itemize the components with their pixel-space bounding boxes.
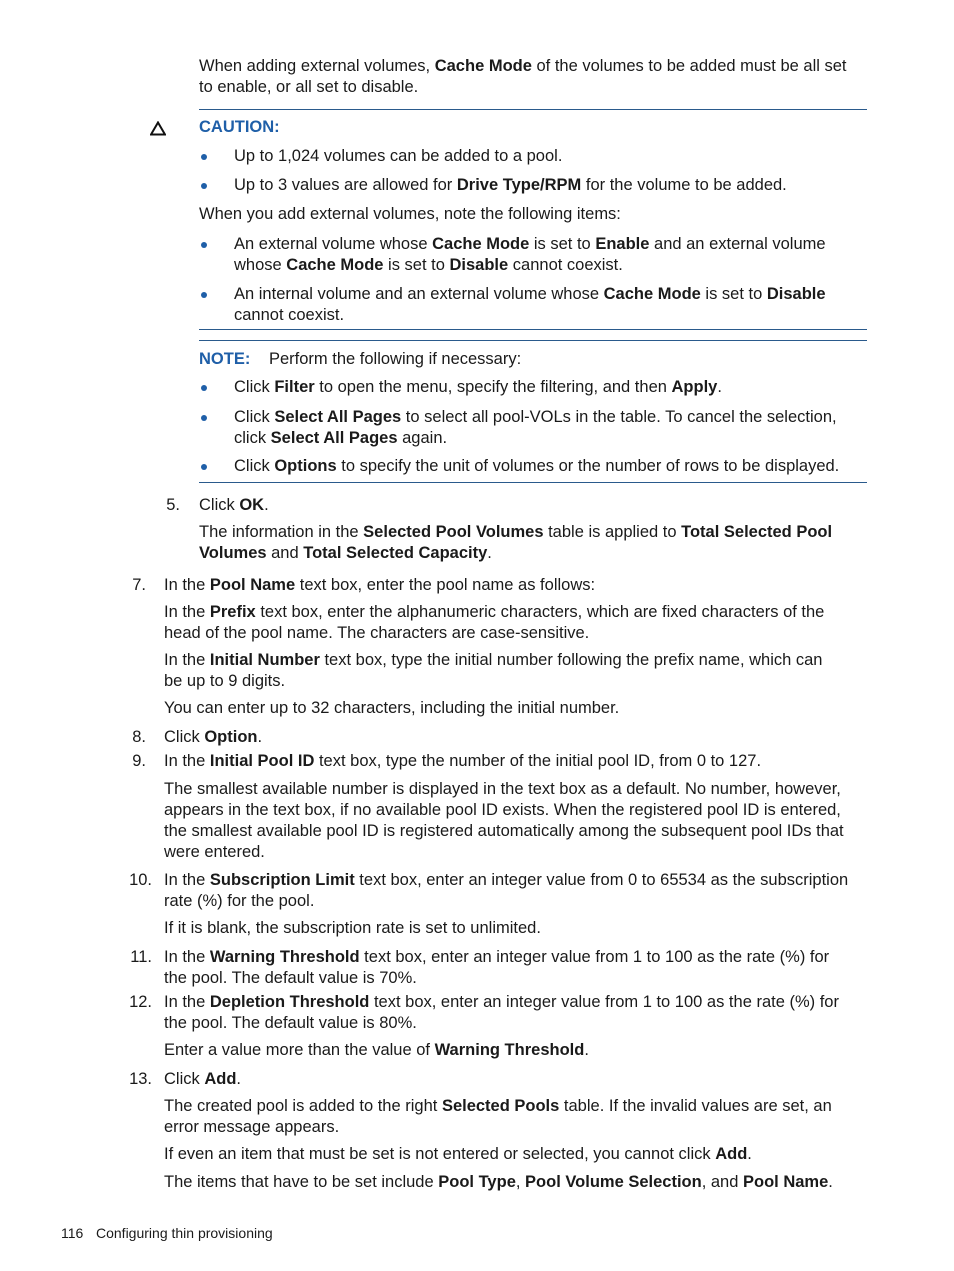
note-bullet-2-line-1: Click Select All Pages to select all pool-VOLs in the table. To cancel the selection,: [234, 408, 837, 426]
step-7-para-2-line-2: be up to 9 digits.: [164, 672, 286, 690]
step-12-line-2: the pool. The default value is 80%.: [164, 1014, 417, 1032]
caution-top-rule: [199, 109, 867, 110]
step-9-para-line-1: The smallest available number is displayed in the text box as a default. No number, however,: [164, 780, 841, 798]
step-10-line-1: In the Subscription Limit text box, enter an integer value from 0 to 65534 as the subscription: [164, 871, 849, 889]
step-7-para-1-line-1: In the Prefix text box, enter the alphanumeric characters, which are fixed characters of the: [164, 603, 825, 621]
bullet-icon: [201, 242, 207, 248]
step-10-line-2: rate (%) for the pool.: [164, 892, 315, 910]
bullet-icon: [201, 415, 207, 421]
step-5-para-line-1: The information in the Selected Pool Volumes table is applied to Total Selected Pool: [199, 523, 833, 541]
step-number: 5.: [166, 496, 180, 514]
caution-bullet-3-line-2: whose Cache Mode is set to Disable cannot coexist.: [234, 256, 623, 274]
step-9-para-line-2: appears in the text box, if no available pool ID exists. When the registered pool ID is entered,: [164, 801, 841, 819]
step-7-para-2-line-1: In the Initial Number text box, type the initial number following the prefix name, which can: [164, 651, 823, 669]
step-13-para-1-line-1: The created pool is added to the right Selected Pools table. If the invalid values are set, an: [164, 1097, 832, 1115]
step-number: 9.: [132, 752, 146, 770]
note-label: NOTE:: [199, 350, 251, 368]
step-13-para-3: The items that have to be set include Pool Type, Pool Volume Selection, and Pool Name.: [164, 1173, 833, 1191]
step-13-para-2: If even an item that must be set is not entered or selected, you cannot click Add.: [164, 1145, 752, 1163]
intro-line-1: When adding external volumes, Cache Mode of the volumes to be added must be all set: [199, 57, 847, 75]
bullet-icon: [201, 464, 207, 470]
step-number: 11.: [130, 948, 152, 966]
step-number: 8.: [132, 728, 146, 746]
note-bottom-rule: [199, 482, 867, 483]
step-10-para: If it is blank, the subscription rate is set to unlimited.: [164, 919, 541, 937]
step-number: 12.: [129, 993, 152, 1011]
step-7-para-3: You can enter up to 32 characters, including the initial number.: [164, 699, 620, 717]
note-bullet-1: Click Filter to open the menu, specify the filtering, and then Apply.: [234, 378, 722, 396]
step-number: 10.: [129, 871, 152, 889]
caution-bullet-2: Up to 3 values are allowed for Drive Type/RPM for the volume to be added.: [234, 176, 787, 194]
step-9-para-line-4: were entered.: [164, 843, 265, 861]
caution-paragraph: When you add external volumes, note the following items:: [199, 205, 621, 223]
step-5-para-line-2: Volumes and Total Selected Capacity.: [199, 544, 492, 562]
note-text: Perform the following if necessary:: [269, 350, 522, 368]
step-number: 7.: [132, 576, 146, 594]
caution-bullet-3-line-1: An external volume whose Cache Mode is set to Enable and an external volume: [234, 235, 826, 253]
caution-bottom-rule: [199, 329, 867, 330]
step-11-line-1: In the Warning Threshold text box, enter an integer value from 1 to 100 as the rate (%) for: [164, 948, 830, 966]
step-11-line-2: the pool. The default value is 70%.: [164, 969, 417, 987]
step-12-para: Enter a value more than the value of Warning Threshold.: [164, 1041, 589, 1059]
step-9-para-line-3: the smallest available pool ID is registered automatically among the subsequent pool IDs that: [164, 822, 844, 840]
bullet-icon: [201, 292, 207, 298]
caution-bullet-4-line-2: cannot coexist.: [234, 306, 345, 324]
page-number: 116: [61, 1225, 84, 1241]
intro-line-2: to enable, or all set to disable.: [199, 78, 419, 96]
step-12-line-1: In the Depletion Threshold text box, enter an integer value from 1 to 100 as the rate (%) for: [164, 993, 839, 1011]
bullet-icon: [201, 154, 207, 160]
note-top-rule: [199, 340, 867, 341]
footer-section-title: Configuring thin provisioning: [96, 1225, 273, 1241]
step-8-text: Click Option.: [164, 728, 263, 746]
bullet-icon: [201, 385, 207, 391]
caution-bullet-1: Up to 1,024 volumes can be added to a pool.: [234, 147, 563, 165]
step-5-text: Click OK.: [199, 496, 269, 514]
bullet-icon: [201, 183, 207, 189]
note-bullet-2-line-2: click Select All Pages again.: [234, 429, 448, 447]
step-number: 13.: [129, 1070, 152, 1088]
step-13-text: Click Add.: [164, 1070, 242, 1088]
step-9-text: In the Initial Pool ID text box, type the number of the initial pool ID, from 0 to 127.: [164, 752, 762, 770]
note-bullet-3: Click Options to specify the unit of volumes or the number of rows to be displayed.: [234, 457, 840, 475]
caution-icon: [150, 121, 166, 136]
step-7-para-1-line-2: head of the pool name. The characters are case-sensitive.: [164, 624, 590, 642]
caution-label: CAUTION:: [199, 118, 280, 136]
step-13-para-1-line-2: error message appears.: [164, 1118, 340, 1136]
step-7-text: In the Pool Name text box, enter the pool name as follows:: [164, 576, 596, 594]
caution-bullet-4-line-1: An internal volume and an external volume whose Cache Mode is set to Disable: [234, 285, 826, 303]
